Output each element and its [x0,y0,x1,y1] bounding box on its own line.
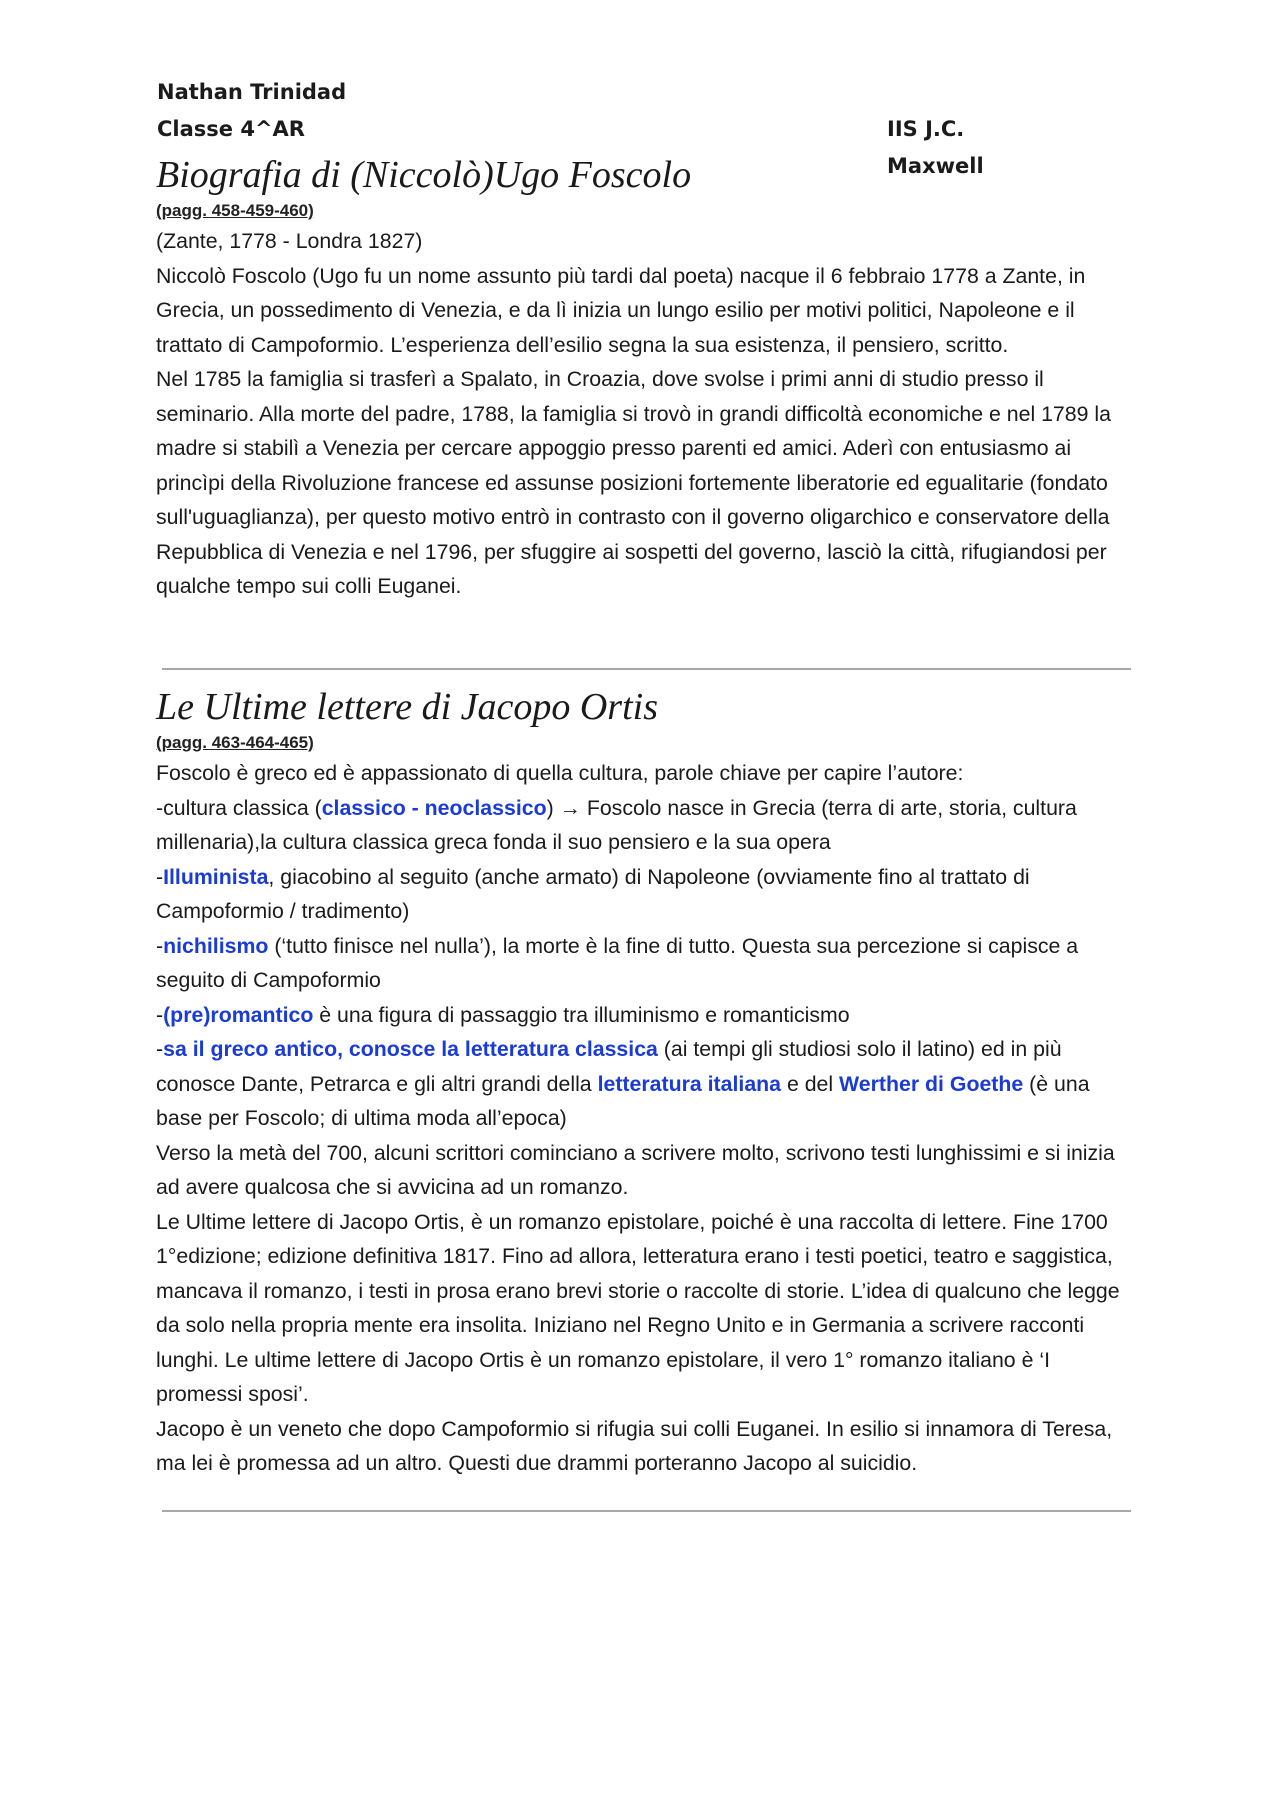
paragraph: Verso la metà del 700, alcuni scrittori cominciano a scrivere molto, scrivono testi lunghissimi e si inizia ad avere qualcosa che si avvicina ad un romanzo. [156,1140,1115,1199]
section-divider [162,668,1131,670]
section-biography [156,154,1136,604]
highlight: classico - neoclassico [321,795,547,820]
school-name: IIS J.C. Maxwell [887,117,984,178]
section-title: Le Ultime lettere di Jacopo Ortis [156,686,658,728]
keyword-item: -Illuminista, giacobino al seguito (anche armato) di Napoleone (ovviamente fino al trattato di Campoformio / tradimento) [156,864,1030,923]
keyword-item: -nichilismo (‘tutto finisce nel nulla’), la morte è la fine di tutto. Questa sua percezione si capisce a seguito di Campoformio [156,933,1079,992]
paragraph: Niccolò Foscolo (Ugo fu un nome assunto più tardi dal poeta) nacque il 6 febbraio 1778 a Zante, in Grecia, un possedimento di Venezia, e da lì inizia un lungo esilio per motivi politici, Napoleone e il trattato di Campoformio. L’esperienza dell’esilio segna la sua esistenza, il pensiero, scritto. [156,263,1086,357]
paragraph: Le Ultime lettere di Jacopo Ortis, è un romanzo epistolare, poiché è una raccolta di lettere. Fine 1700 1°edizione; edizione definitiva 1817. Fino ad allora, letteratura erano i testi poetici, teatro e saggistica, mancava il romanzo, i testi in prosa erano brevi storie o raccolte di storie. L’idea di qualcuno che legge da solo nella propria mente era insolita. Iniziano nel Regno Unito e in Germania a scrivere racconti lunghi. Le ultime lettere di Jacopo Ortis è un romanzo epistolare, il vero 1° romanzo italiano è ‘I promessi sposi’. [156,1209,1120,1406]
section-divider [162,1510,1131,1512]
highlight: (pre)romantico [163,1002,314,1027]
highlight: letteratura italiana [597,1071,782,1096]
page-reference: (pagg. 458-459-460) [156,201,314,220]
keyword-item: -sa il greco antico, conosce la letteratura classica (ai tempi gli studiosi solo il latino) ed in più conosce Dante, Petrarca e gli altri grandi della letteratura italiana e del Werther di Goethe (è una base per Foscolo; di ultima moda all’epoca) [156,1037,1090,1130]
author-name: Nathan Trinidad [157,80,347,104]
keyword-item: -(pre)romantico è una figura di passaggio tra illuminismo e romanticismo [156,1002,850,1027]
life-dates: (Zante, 1778 - Londra 1827) [156,229,423,253]
section-title: Biografia di (Niccolò)Ugo Foscolo [156,154,692,196]
section-ortis [156,686,1136,1481]
paragraph: Jacopo è un veneto che dopo Campoformio si rifugia sui colli Euganei. In esilio si innamora di Teresa, ma lei è promessa ad un altro. Questi due drammi porteranno Jacopo al suicidio. [156,1416,1113,1475]
highlight: Illuminista [163,864,269,889]
highlight: Werther di Goethe [839,1071,1024,1096]
paragraph: Nel 1785 la famiglia si trasferì a Spalato, in Croazia, dove svolse i primi anni di studio presso il seminario. Alla morte del padre, 1788, la famiglia si trovò in grandi difficoltà economiche e nel 1789 la madre si stabilì a Venezia per cercare appoggio presso parenti ed amici. Aderì con entusiasmo ai princìpi della Rivoluzione francese ed assunse posizioni fortemente liberatorie ed egualitarie (fondato sull'uguaglianza), per questo motivo entrò in contrasto con il governo oligarchico e conservatore della Repubblica di Venezia e nel 1796, per sfuggire ai sospetti del governo, lasciò la città, rifugiandosi per qualche tempo sui colli Euganei. [156,367,1111,598]
highlight: nichilismo [163,933,269,958]
keyword-item: -cultura classica (classico - neoclassico) → Foscolo nasce in Grecia (terra di arte, storia, cultura millenaria),la cultura classica greca fonda il suo pensiero e la sua opera [156,795,1077,854]
highlight: sa il greco antico, conosce la letteratura classica [163,1037,658,1061]
class-label: Classe 4^AR [157,117,305,141]
paragraph: Foscolo è greco ed è appassionato di quella cultura, parole chiave per capire l’autore: [156,761,964,785]
page-reference: (pagg. 463-464-465) [156,733,314,752]
